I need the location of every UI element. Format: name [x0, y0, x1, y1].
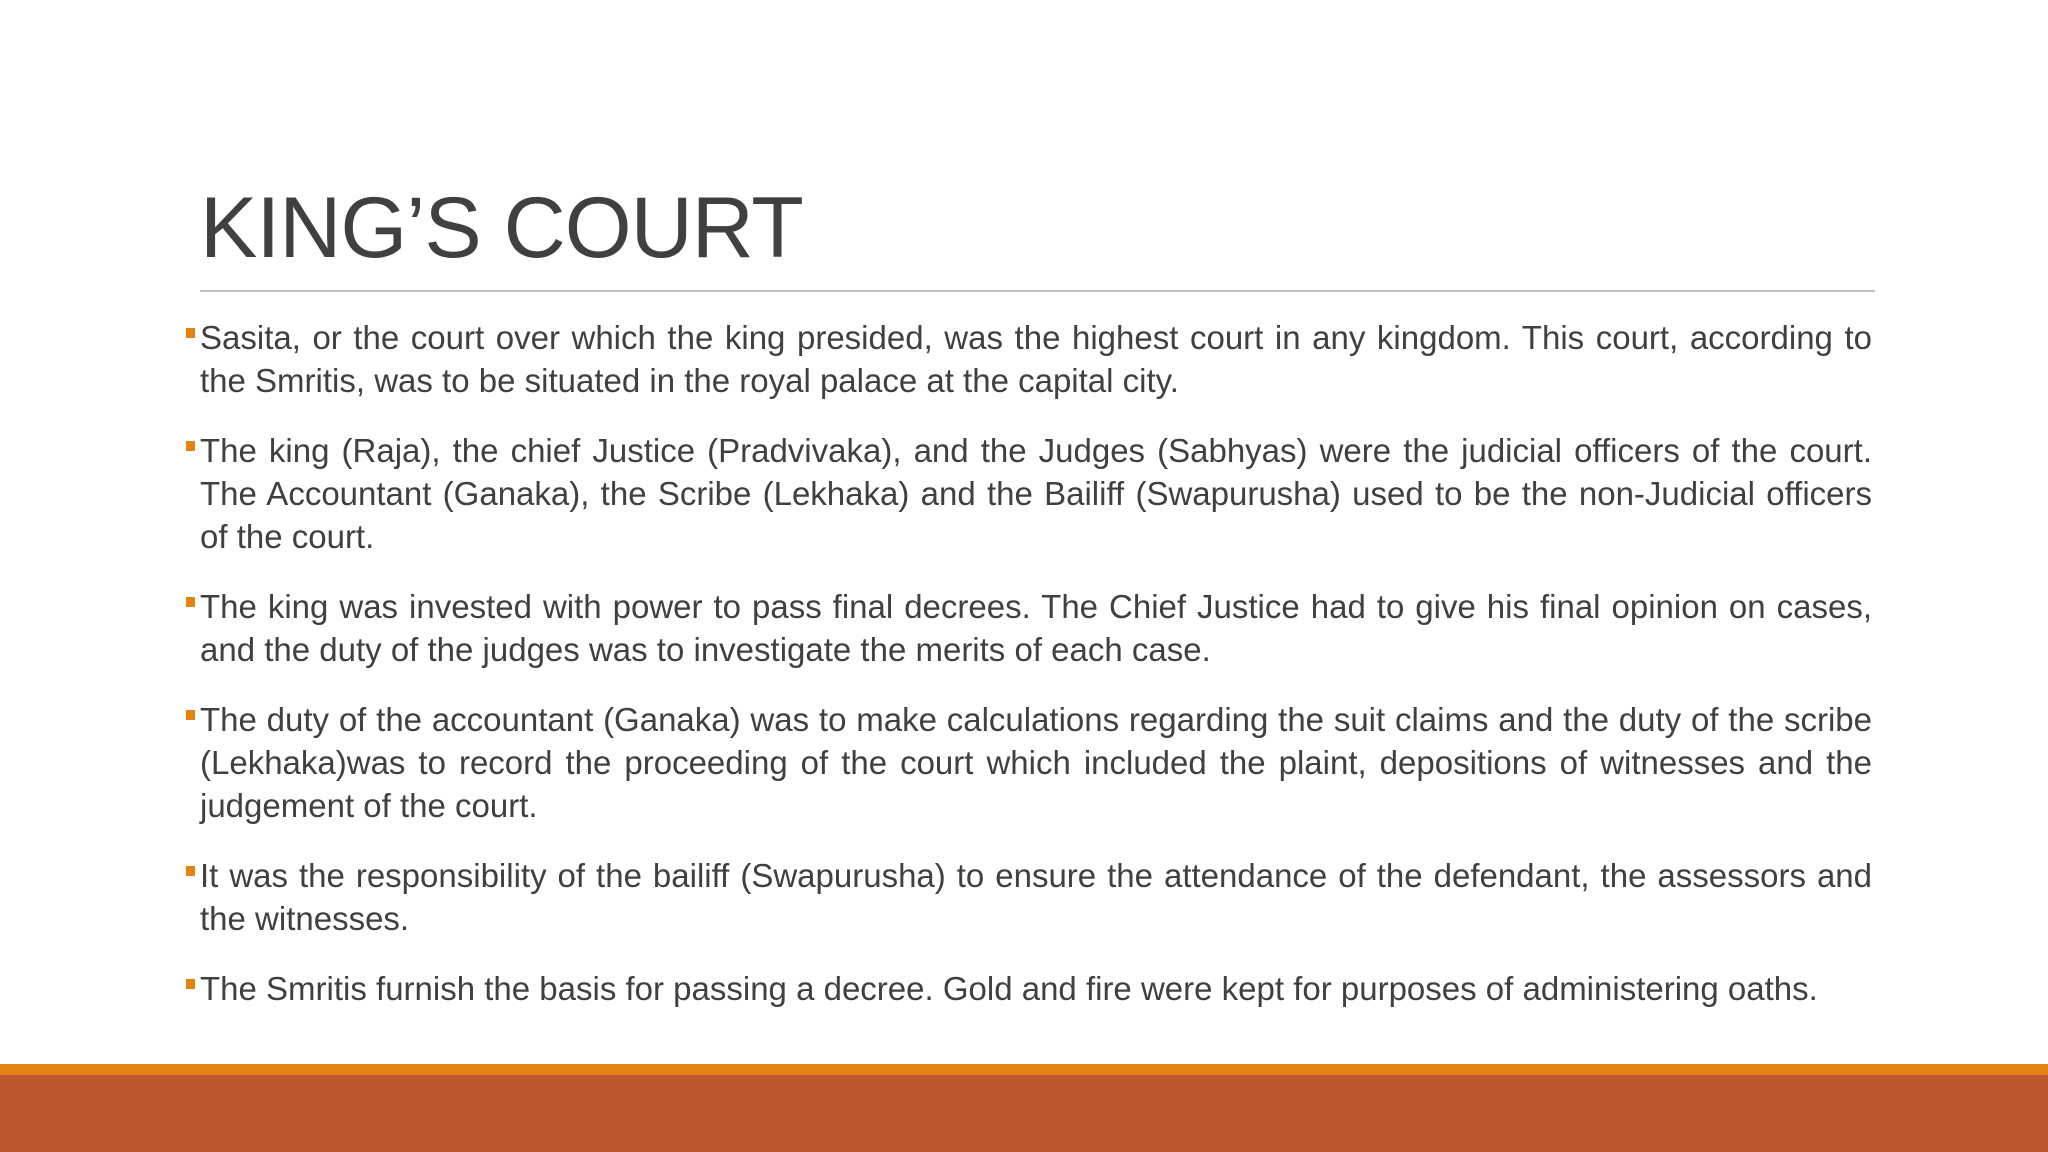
bullet-text: The king was invested with power to pass final decrees. The Chief Justice had to give his final opinion on cases, and the duty of the judges was to investigate the merits of each case.: [200, 588, 1872, 668]
title-divider: [200, 290, 1875, 292]
footer-bar: [0, 1075, 2048, 1152]
footer-accent-stripe: [0, 1064, 2048, 1075]
bullet-square-icon: [186, 710, 195, 720]
bullet-list: [186, 316, 1872, 1037]
bullet-text: It was the responsibility of the bailiff (Swapurusha) to ensure the attendance of the defendant, the assessors and the witnesses.: [200, 857, 1872, 937]
bullet-item: [186, 967, 1872, 1010]
bullet-square-icon: [186, 328, 195, 338]
bullet-text: The king (Raja), the chief Justice (Pradvivaka), and the Judges (Sabhyas) were the judicial officers of the court. The Accountant (Ganaka), the Scribe (Lekhaka) and the Bailiff (Swapurusha) used to be the non-Judicial officers of the court.: [200, 432, 1872, 555]
bullet-square-icon: [186, 979, 195, 989]
bullet-square-icon: [186, 866, 195, 876]
bullet-item: [186, 316, 1872, 402]
bullet-square-icon: [186, 441, 195, 451]
slide-title: KING’S COURT: [200, 180, 803, 276]
bullet-square-icon: [186, 597, 195, 607]
bullet-item: [186, 854, 1872, 940]
bullet-item: [186, 429, 1872, 558]
bullet-item: [186, 698, 1872, 827]
bullet-text: The duty of the accountant (Ganaka) was to make calculations regarding the suit claims and the duty of the scribe (Lekhaka)was to record the proceeding of the court which included the plaint, depositions of witnesses and the judgement of the court.: [200, 701, 1872, 824]
bullet-item: [186, 585, 1872, 671]
bullet-text: Sasita, or the court over which the king presided, was the highest court in any kingdom. This court, according to the Smritis, was to be situated in the royal palace at the capital city.: [200, 319, 1872, 399]
bullet-text: The Smritis furnish the basis for passing a decree. Gold and fire were kept for purposes of administering oaths.: [200, 970, 1818, 1007]
